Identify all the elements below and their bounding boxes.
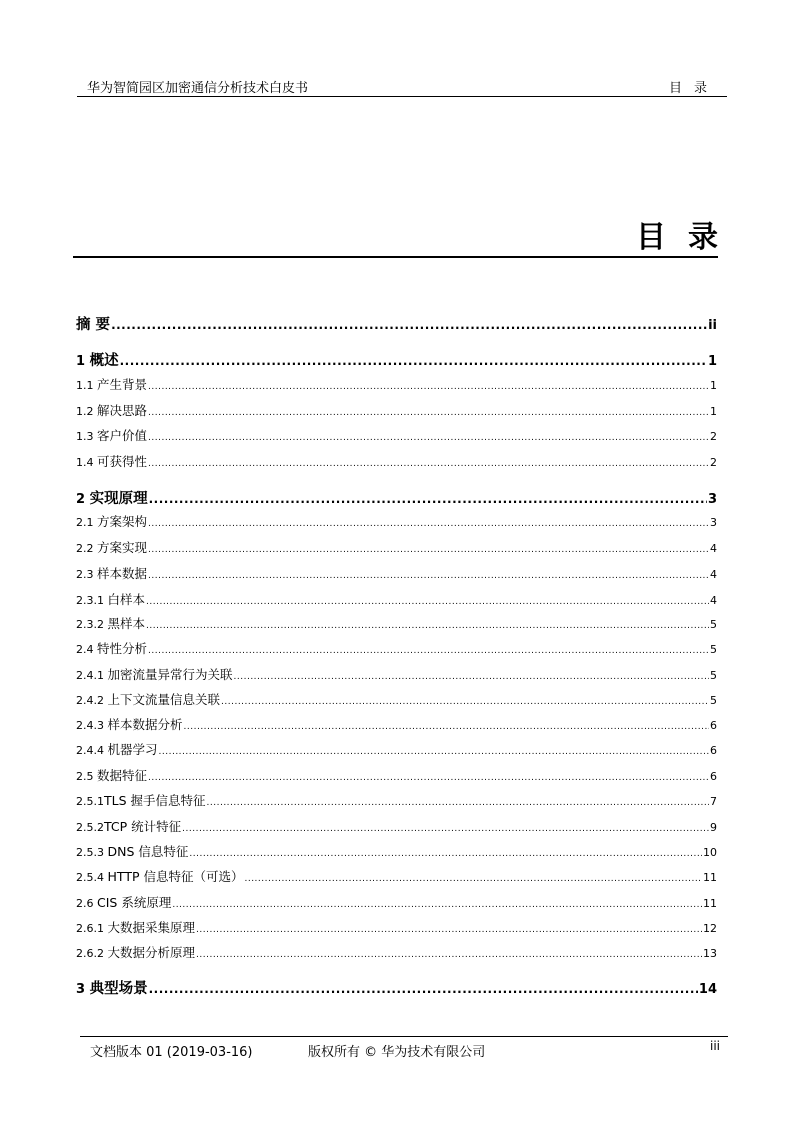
toc-entry-page: 1: [707, 354, 717, 369]
toc-entry-page: 5: [710, 694, 717, 707]
toc-leader-dots: [184, 722, 709, 732]
toc-entry[interactable]: [76, 487, 717, 505]
toc-entry-title: 典型场景: [89, 981, 148, 997]
toc-entry-number: 2.5: [76, 770, 97, 783]
toc-leader-dots: [172, 900, 702, 910]
toc-entry[interactable]: [76, 665, 717, 683]
toc-entry-title: 摘 要: [76, 317, 111, 333]
toc-leader-dots: [146, 597, 709, 607]
toc-entry-number: 2.4.4: [76, 744, 108, 757]
toc-entry-number: 2.2: [76, 542, 97, 555]
toc-leader-dots: [207, 798, 709, 808]
toc-leader-dots: [111, 318, 707, 332]
toc-entry-page: 6: [710, 719, 717, 732]
toc-entry-page: 10: [703, 846, 717, 859]
toc-entry[interactable]: [76, 401, 717, 419]
toc-entry[interactable]: [76, 918, 717, 936]
toc-leader-dots: [221, 697, 709, 707]
toc-entry-title: 白样本: [107, 592, 146, 607]
toc-entry[interactable]: [76, 349, 717, 367]
toc-entry-number: 2.5.4: [76, 871, 108, 884]
toc-leader-dots: [196, 950, 702, 960]
toc-entry[interactable]: [76, 426, 717, 444]
toc-leader-dots: [182, 824, 709, 834]
toc-entry-title: 上下文流量信息关联: [107, 692, 221, 707]
toc-leader-dots: [148, 382, 709, 392]
toc-entry-page: 12: [703, 922, 717, 935]
toc-leader-dots: [148, 433, 709, 443]
toc-entry-number: 1.4: [76, 456, 97, 469]
toc-entry-page: 4: [710, 568, 717, 581]
section-label: 目录: [668, 81, 719, 96]
toc-entry-number: 1: [76, 354, 90, 369]
toc-entry[interactable]: [76, 977, 717, 995]
toc-entry-title: 特性分析: [97, 641, 148, 656]
toc-leader-dots: [189, 849, 702, 859]
toc-entry-title: 客户价值: [97, 428, 148, 443]
toc-entry[interactable]: [76, 842, 717, 860]
toc-entry[interactable]: [76, 943, 717, 961]
toc-leader-dots: [146, 621, 709, 631]
toc-entry-number: 2.5.1: [76, 795, 104, 808]
toc-entry-number: 2.4.3: [76, 719, 108, 732]
toc-entry-page: 5: [710, 643, 717, 656]
toc-entry-title: CIS 系统原理: [97, 895, 172, 910]
toc-entry-title: 解决思路: [97, 403, 148, 418]
toc-entry[interactable]: [76, 766, 717, 784]
toc-entry-title: 样本数据: [97, 566, 148, 581]
toc-entry[interactable]: [76, 893, 717, 911]
toc-entry-page: 11: [703, 897, 717, 910]
toc-entry-number: 2.4.1: [76, 669, 108, 682]
toc-entry-title: 样本数据分析: [107, 717, 183, 732]
copyright-notice: 版权所有 © 华为技术有限公司: [308, 1045, 486, 1060]
toc-leader-dots: [148, 459, 709, 469]
toc-entry-page: ii: [708, 318, 717, 333]
document-title: 华为智简园区加密通信分析技术白皮书: [87, 81, 309, 96]
toc-entry[interactable]: [76, 452, 717, 470]
document-version: 文档版本 01 (2019-03-16): [90, 1045, 253, 1060]
toc-leader-dots: [149, 492, 707, 506]
toc-leader-dots: [196, 925, 702, 935]
toc-entry-number: 2.5.2: [76, 821, 104, 834]
toc-entry[interactable]: [76, 690, 717, 708]
toc-entry-title: TLS 握手信息特征: [104, 793, 206, 808]
toc-entry-title: 概述: [89, 353, 119, 369]
toc-entry-page: 4: [710, 542, 717, 555]
toc-leader-dots: [148, 773, 709, 783]
toc-entry-number: 2.3.2: [76, 618, 108, 631]
toc-leader-dots: [148, 408, 709, 418]
toc-entry-page: 3: [707, 492, 717, 507]
toc-entry-number: 1.1: [76, 379, 97, 392]
toc-entry-title: 大数据分析原理: [107, 945, 196, 960]
toc-entry-page: 13: [703, 947, 717, 960]
toc-entry[interactable]: [76, 512, 717, 530]
toc-entry-number: 2.6.1: [76, 922, 108, 935]
toc-entry-page: 1: [710, 405, 717, 418]
toc-entry[interactable]: [76, 313, 717, 331]
toc-entry-number: 2.6.2: [76, 947, 108, 960]
toc-entry-title: 可获得性: [97, 454, 148, 469]
toc-entry-page: 4: [710, 594, 717, 607]
toc-entry-title: TCP 统计特征: [104, 819, 182, 834]
toc-entry-title: 方案实现: [97, 540, 148, 555]
toc-entry[interactable]: [76, 375, 717, 393]
toc-entry-number: 2.3: [76, 568, 97, 581]
toc-entry-number: 3: [76, 982, 90, 997]
toc-entry-title: 黑样本: [107, 616, 146, 631]
toc-entry-number: 1.2: [76, 405, 97, 418]
toc-entry-title: 机器学习: [107, 742, 158, 757]
toc-entry-page: 5: [710, 669, 717, 682]
toc-heading-text: 目录: [636, 220, 740, 255]
toc-leader-dots: [148, 646, 709, 656]
toc-entry-number: 2.1: [76, 516, 97, 529]
toc-entry-number: 2.4: [76, 643, 97, 656]
toc-entry-page: 11: [703, 871, 717, 884]
page-header: [77, 76, 727, 97]
toc-leader-dots: [234, 672, 709, 682]
toc-entry[interactable]: [76, 740, 717, 758]
page-number: iii: [709, 1039, 720, 1053]
toc-entry-page: 2: [710, 456, 717, 469]
toc-entry-page: 9: [710, 821, 717, 834]
toc-entry[interactable]: [76, 639, 717, 657]
page-footer: [80, 1036, 728, 1061]
toc-entry-title: 实现原理: [89, 491, 148, 507]
toc-entry[interactable]: [76, 590, 717, 608]
toc-entry-title: 大数据采集原理: [107, 920, 196, 935]
toc-entry-page: 2: [710, 430, 717, 443]
toc-leader-dots: [148, 545, 709, 555]
toc-entry-number: 2.3.1: [76, 594, 108, 607]
toc-leader-dots: [244, 874, 702, 884]
toc-entry-page: 7: [710, 795, 717, 808]
toc-entry-title: 数据特征: [97, 768, 148, 783]
toc-leader-dots: [148, 519, 709, 529]
toc-entry-page: 14: [698, 982, 717, 997]
toc-entry-title: 产生背景: [97, 377, 148, 392]
toc-entry[interactable]: [76, 538, 717, 556]
toc-entry-number: 2.6: [76, 897, 97, 910]
toc-entry[interactable]: [76, 614, 717, 632]
toc-entry[interactable]: [76, 867, 717, 885]
toc-leader-dots: [148, 571, 709, 581]
toc-entry-number: 2.5.3: [76, 846, 108, 859]
toc-leader-dots: [159, 747, 709, 757]
toc-entry-page: 3: [710, 516, 717, 529]
toc-leader-dots: [149, 982, 698, 996]
toc-heading: [73, 210, 740, 258]
toc-entry[interactable]: [76, 791, 717, 809]
toc-entry-title: 加密流量异常行为关联: [107, 667, 233, 682]
toc-entry-page: 1: [710, 379, 717, 392]
toc-entry-number: 2: [76, 492, 90, 507]
toc-entry-title: 方案架构: [97, 514, 148, 529]
toc-entry-page: 6: [710, 744, 717, 757]
toc-entry[interactable]: [76, 817, 717, 835]
toc-entry-title: HTTP 信息特征（可选）: [107, 869, 244, 884]
toc-entry-number: 2.4.2: [76, 694, 108, 707]
toc-entry-number: 1.3: [76, 430, 97, 443]
toc-entry[interactable]: [76, 564, 717, 582]
toc-entry-title: DNS 信息特征: [107, 844, 189, 859]
toc-entry[interactable]: [76, 715, 717, 733]
toc-entry-page: 5: [710, 618, 717, 631]
toc-entry-page: 6: [710, 770, 717, 783]
toc-leader-dots: [120, 354, 707, 368]
